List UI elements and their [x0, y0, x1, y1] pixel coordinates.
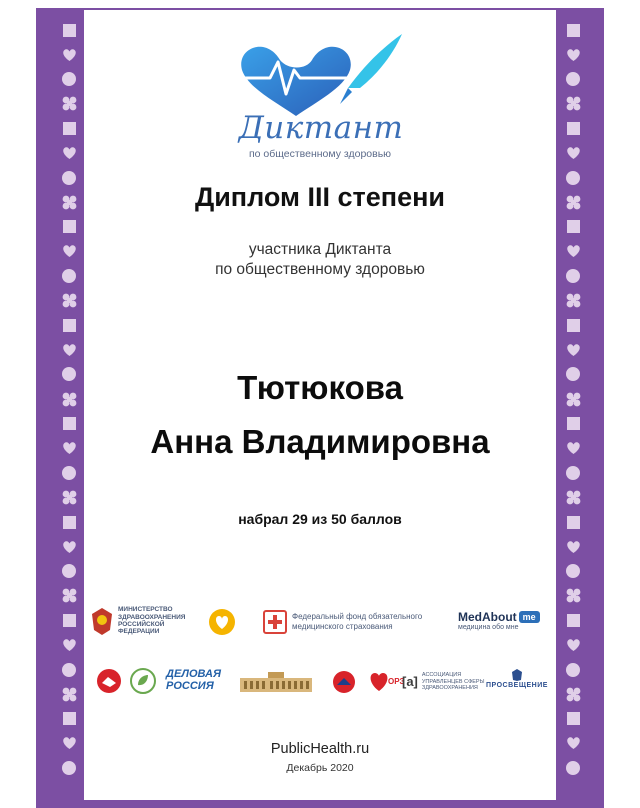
pattern-circle-icon — [565, 465, 581, 481]
association-line1: АССОЦИАЦИЯ — [421, 672, 462, 678]
diploma-title: Диплом III степени — [194, 182, 446, 212]
ffoms-cross-icon — [263, 610, 287, 634]
diploma-subtitle-line1: участника Диктанта — [248, 241, 392, 258]
pattern-circle-icon — [565, 71, 581, 87]
pattern-square-icon — [565, 219, 581, 235]
pattern-cross-icon — [565, 489, 581, 505]
pattern-circle-icon — [565, 563, 581, 579]
pattern-circle-icon — [61, 71, 77, 87]
green-emblem-icon — [130, 668, 156, 694]
recipient-given-names: Анна Владимировна — [150, 423, 490, 460]
pattern-square-icon — [61, 317, 77, 333]
pattern-square-icon — [61, 612, 77, 628]
pattern-cross-icon — [61, 194, 77, 210]
pattern-heart-icon — [61, 243, 77, 259]
pattern-square-icon — [565, 711, 581, 727]
pattern-circle-icon — [61, 563, 77, 579]
footer-site: PublicHealth.ru — [270, 741, 370, 757]
ministry-emblem-icon — [90, 606, 114, 636]
medabout-text: MedAbout — [458, 610, 517, 624]
pattern-heart-icon — [565, 539, 581, 555]
pattern-circle-icon — [61, 268, 77, 284]
pattern-cross-icon — [565, 686, 581, 702]
pattern-heart-icon — [565, 637, 581, 653]
pattern-cross-icon — [565, 293, 581, 309]
pattern-heart-icon — [61, 342, 77, 358]
prosveshchenie-emblem-icon — [511, 668, 523, 682]
pattern-circle-icon — [565, 268, 581, 284]
prosveshchenie-label: ПРОСВЕЩЕНИЕ — [486, 682, 548, 689]
pattern-circle-icon — [61, 760, 77, 776]
pattern-square-icon — [565, 120, 581, 136]
medabout-logo — [458, 610, 540, 631]
pattern-heart-icon — [565, 735, 581, 751]
pattern-cross-icon — [61, 686, 77, 702]
pattern-square-icon — [61, 514, 77, 530]
pattern-circle-icon — [565, 366, 581, 382]
pattern-heart-icon — [565, 243, 581, 259]
pattern-circle-icon — [61, 662, 77, 678]
pattern-heart-icon — [565, 145, 581, 161]
pattern-cross-icon — [565, 194, 581, 210]
pattern-square-icon — [61, 711, 77, 727]
medabout-tag: me — [519, 611, 540, 623]
pattern-square-icon — [565, 317, 581, 333]
pattern-cross-icon — [565, 96, 581, 112]
pattern-square-icon — [565, 612, 581, 628]
pattern-square-icon — [565, 514, 581, 530]
red-circle-emblem-icon — [96, 668, 122, 694]
ffoms-label-line1: Федеральный фонд обязательного — [292, 612, 423, 621]
pattern-heart-icon — [61, 47, 77, 63]
pattern-heart-icon — [61, 440, 77, 456]
pattern-square-icon — [61, 22, 77, 38]
orz-label: ОРЗ — [388, 676, 405, 686]
ministry-label: МИНИСТЕРСТВО ЗДРАВООХРАНЕНИЯ РОССИЙСКОЙ ФЕДЕРАЦИИ — [118, 606, 186, 636]
association-mark: [a] — [402, 674, 418, 690]
pattern-cross-icon — [61, 489, 77, 505]
pattern-circle-icon — [565, 662, 581, 678]
association-line3: ЗДРАВООХРАНЕНИЯ — [421, 685, 478, 691]
association-logo — [402, 672, 484, 692]
volunteers-heart-icon — [208, 608, 236, 636]
ffoms-label-line2: медицинского страхования — [292, 622, 393, 631]
pattern-circle-icon — [565, 760, 581, 776]
ministry-logo — [90, 606, 192, 636]
partner-red-circle-logo — [96, 668, 122, 694]
pattern-heart-icon — [565, 440, 581, 456]
building-logo — [238, 670, 314, 694]
pattern-square-icon — [565, 416, 581, 432]
pattern-circle-icon — [61, 465, 77, 481]
delovaya-line1: ДЕЛОВАЯ — [166, 668, 222, 680]
pattern-heart-icon — [61, 735, 77, 751]
delovaya-line2: РОССИЯ — [166, 680, 214, 692]
association-line2: УПРАВЛЕНЦЕВ СФЕРЫ — [421, 678, 485, 685]
pattern-cross-icon — [565, 588, 581, 604]
pattern-square-icon — [61, 416, 77, 432]
medabout-subtitle: медицина обо мне — [458, 624, 519, 631]
partner-green-emblem-logo — [130, 668, 156, 694]
pattern-heart-icon — [61, 637, 77, 653]
pattern-cross-icon — [565, 391, 581, 407]
pattern-square-icon — [565, 22, 581, 38]
pattern-circle-icon — [565, 170, 581, 186]
volunteers-logo — [208, 608, 236, 636]
recipient-surname: Тютюкова — [237, 369, 403, 406]
pattern-square-icon — [61, 219, 77, 235]
building-facade-icon — [238, 670, 314, 694]
orz-logo — [366, 668, 404, 694]
pattern-cross-icon — [61, 391, 77, 407]
pattern-square-icon — [61, 120, 77, 136]
logo-subtitle: по общественному здоровью — [248, 148, 392, 160]
pattern-circle-icon — [61, 366, 77, 382]
pattern-cross-icon — [61, 96, 77, 112]
pattern-heart-icon — [61, 145, 77, 161]
pattern-cross-icon — [61, 588, 77, 604]
pattern-heart-icon — [61, 539, 77, 555]
diploma-subtitle-line2: по общественному здоровью — [215, 261, 425, 278]
pattern-heart-icon — [565, 342, 581, 358]
pattern-circle-icon — [61, 170, 77, 186]
delovaya-rossiya-logo — [166, 668, 221, 692]
pattern-heart-icon — [565, 47, 581, 63]
score-text: набрал 29 из 50 баллов — [238, 511, 402, 527]
pattern-cross-icon — [61, 293, 77, 309]
ffoms-logo — [263, 610, 422, 634]
logo-title: Диктант — [238, 110, 404, 146]
footer-date: Декабрь 2020 — [286, 762, 354, 774]
prosveshchenie-logo — [486, 668, 548, 689]
partner-shield-logo — [332, 670, 356, 694]
shield-emblem-icon — [332, 670, 356, 694]
